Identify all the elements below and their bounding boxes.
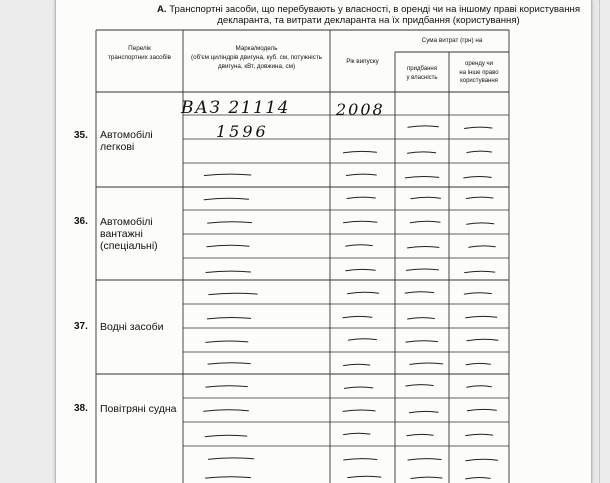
row-number-36: 36. xyxy=(74,216,88,227)
handwritten-dash xyxy=(344,387,372,388)
handwritten-dash xyxy=(204,198,248,199)
handwritten-dash xyxy=(408,152,436,153)
handwritten-dash xyxy=(408,459,441,460)
handwritten-dash xyxy=(407,434,433,435)
handwritten-dash xyxy=(204,410,249,411)
handwritten-dash xyxy=(411,197,441,198)
header-model: Марка/модель (об'єм циліндрів двигуна, куб. см, потужність двигуна, кВт, довжина, см) xyxy=(191,45,322,70)
handwritten-dash xyxy=(410,221,440,222)
handwritten-dash xyxy=(208,222,252,223)
handwritten-dash xyxy=(346,269,376,270)
handwritten-dash xyxy=(344,459,377,460)
handwritten-dash xyxy=(346,174,376,175)
row-number-37: 37. xyxy=(74,321,88,332)
handwritten-dash xyxy=(466,434,493,435)
section-title-line1: Транспортні засоби, що перебувають у власності, в оренді чи на іншому праві користування xyxy=(169,4,581,15)
handwritten-model: ВАЗ 21114 xyxy=(181,98,290,118)
handwritten-dash xyxy=(467,386,492,387)
handwritten-dash xyxy=(410,363,443,364)
handwritten-dash xyxy=(409,411,438,412)
handwritten-dash xyxy=(406,385,433,386)
handwritten-dash xyxy=(348,339,376,340)
handwritten-engine-volume: 1596 xyxy=(216,122,269,141)
handwritten-dash xyxy=(469,246,496,247)
handwritten-dash xyxy=(346,245,373,246)
handwritten-dash xyxy=(209,293,257,294)
handwritten-dash xyxy=(406,341,438,342)
handwritten-dash xyxy=(408,247,439,248)
handwritten-dash xyxy=(465,127,493,128)
handwritten-dash xyxy=(467,151,492,152)
handwritten-dash xyxy=(411,477,442,478)
handwritten-dash xyxy=(208,458,253,459)
section-letter: А. xyxy=(156,4,167,15)
handwritten-dash xyxy=(204,174,250,175)
handwritten-dash xyxy=(408,126,439,127)
handwritten-dash xyxy=(405,292,434,293)
handwritten-dash xyxy=(206,341,248,342)
handwritten-year: 2008 xyxy=(336,100,385,119)
handwritten-dash xyxy=(466,478,491,479)
handwritten-dash xyxy=(205,435,247,436)
handwritten-dash xyxy=(467,223,494,224)
header-year: Рік випуску xyxy=(346,58,379,65)
handwritten-dash xyxy=(207,245,249,246)
handwritten-dash xyxy=(208,363,250,364)
category-cars: Автомобілі легкові xyxy=(100,129,153,153)
handwritten-dash xyxy=(466,363,490,364)
handwritten-dash xyxy=(408,318,435,319)
handwritten-dash xyxy=(406,269,438,270)
handwritten-dash xyxy=(347,197,375,198)
document-page xyxy=(55,0,592,483)
handwritten-dash xyxy=(467,339,498,340)
handwritten-dash xyxy=(343,410,375,411)
handwritten-dash xyxy=(206,271,251,272)
handwritten-dash xyxy=(464,177,492,178)
category-water: Водні засоби xyxy=(100,321,164,333)
handwritten-dash xyxy=(405,177,439,178)
viewer-scrollbar[interactable] xyxy=(599,0,610,483)
handwritten-dash xyxy=(348,292,379,293)
handwritten-dash xyxy=(464,293,491,294)
header-purchase: придбання у власність xyxy=(406,66,438,81)
header-lease: оренду чи на інше право користування xyxy=(459,61,499,84)
handwritten-dash xyxy=(344,221,377,222)
handwritten-dash xyxy=(348,476,381,477)
category-air: Повітряні судна xyxy=(100,403,177,415)
row-number-35: 35. xyxy=(74,130,88,141)
handwritten-dash xyxy=(207,318,250,319)
handwritten-dash xyxy=(344,433,371,434)
section-title-line2: декларанта, та витрати декларанта на їх придбання (користування) xyxy=(217,15,520,26)
handwritten-dash xyxy=(343,316,372,317)
handwritten-dash xyxy=(466,316,497,317)
handwritten-dash xyxy=(344,364,370,365)
handwritten-dash xyxy=(206,386,248,387)
handwritten-dash xyxy=(467,409,496,410)
category-trucks: Автомобілі вантажні (спеціальні) xyxy=(100,216,158,252)
viewer-left-margin xyxy=(0,0,55,483)
header-vehicles: Перелік транспортних засобів xyxy=(107,45,172,61)
handwritten-dash xyxy=(465,271,495,272)
header-costs: Сума витрат (грн) на xyxy=(421,37,483,44)
handwritten-dash xyxy=(466,459,498,460)
handwritten-dash xyxy=(206,477,251,478)
handwritten-dashes xyxy=(204,126,498,479)
handwritten-dash xyxy=(344,151,377,152)
handwritten-dash xyxy=(466,197,493,198)
row-number-38: 38. xyxy=(74,403,88,414)
